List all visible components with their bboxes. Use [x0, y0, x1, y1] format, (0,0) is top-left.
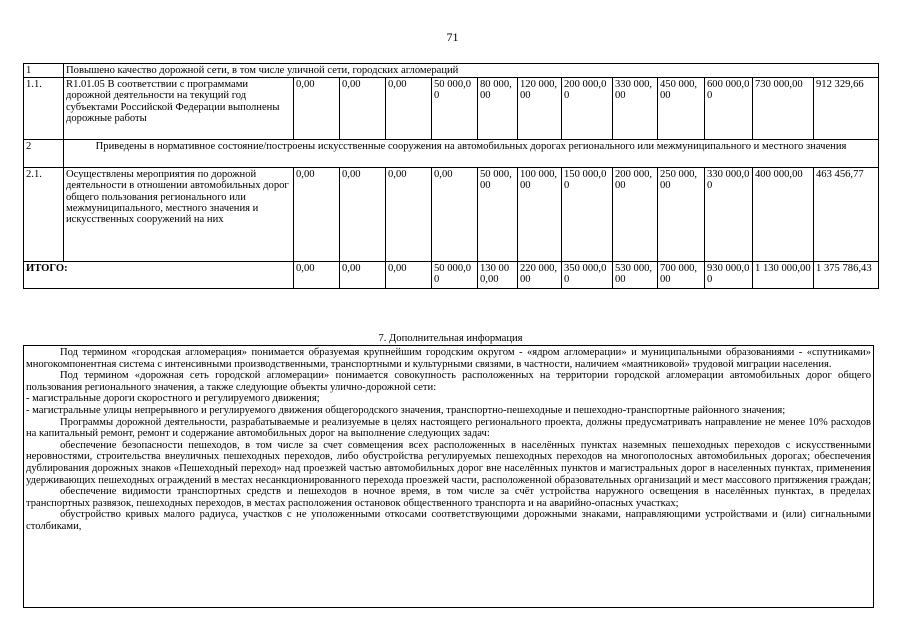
value-cell: 100 000,00 [518, 168, 562, 262]
value-cell: 0,00 [294, 78, 340, 140]
table-row-1 [24, 64, 879, 78]
value-cell: 200 000,00 [613, 168, 658, 262]
value-cell: 200 000,00 [562, 78, 613, 140]
value-cell: 0,00 [432, 168, 478, 262]
row-number: 2 [24, 140, 64, 168]
value-cell: 912 329,66 [814, 78, 879, 140]
value-cell: 0,00 [340, 78, 386, 140]
result-heading: Приведены в нормативное состояние/построены искусственные сооружения на автомобильных дорогах регионального или межмуниципального и местного значения [64, 140, 879, 168]
value-cell: 0,00 [340, 168, 386, 262]
value-cell: 463 456,77 [814, 168, 879, 262]
info-paragraph: обеспечение видимости транспортных средств и пешеходов в ночное время, в том числе за счёт устройства наружного освещения в населённых пунктах, в пределах транспортных развязок, пешеходных переходов, в местах расположения остановок общественного транспорта и на аварийно-опасных участках; [26, 486, 871, 509]
total-label: ИТОГО: [24, 262, 294, 289]
value-cell: 400 000,00 [753, 168, 814, 262]
info-paragraph: - магистральные дороги скоростного и регулируемого движения; [26, 393, 320, 405]
total-value-cell: 700 000,00 [658, 262, 705, 289]
total-value-cell: 130 000,00 [478, 262, 518, 289]
section-title: 7. Дополнительная информация [378, 333, 523, 344]
value-cell: 50 000,00 [478, 168, 518, 262]
info-paragraph: Под термином «городская агломерация» понимается образуемая крупнейшим городским округом - «ядром агломерации» и муниципальными образованиями - «спутниками» многокомпонентная система с интенсивными производственными, транспортными и культурными связями, в частности, наличием «маятниковой» трудовой миграции населения. [26, 347, 871, 370]
total-value-cell: 50 000,00 [432, 262, 478, 289]
total-value-cell: 930 000,00 [705, 262, 753, 289]
value-cell: 330 000,00 [705, 168, 753, 262]
value-cell: 0,00 [294, 168, 340, 262]
value-cell: 330 000,00 [613, 78, 658, 140]
info-paragraph: - магистральные улицы непрерывного и регулируемого движения общегородского значения, транспортно-пешеходные и пешеходно-транспортные районного значения; [26, 404, 786, 416]
value-cell: 730 000,00 [753, 78, 814, 140]
additional-info-box [23, 345, 874, 608]
value-cell: 0,00 [386, 78, 432, 140]
table-row-2-1 [24, 168, 879, 262]
row-number: 1 [24, 64, 64, 78]
row-description: Осуществлены мероприятия по дорожной деятельности в отношении автомобильных дорог общего пользования регионального или межмуниципального, местного значения и искусственных сооружений на них [64, 168, 294, 262]
table-row-2 [24, 140, 879, 168]
table-row-total [24, 262, 879, 289]
total-value-cell: 1 130 000,00 [753, 262, 814, 289]
info-paragraph: обустройство кривых малого радиуса, участков с не уположенными откосами соответствующими дорожными знаками, направляющими устройствами и (или) сигнальными столбиками, [26, 509, 871, 532]
total-value-cell: 0,00 [294, 262, 340, 289]
value-cell: 250 000,00 [658, 168, 705, 262]
value-cell: 50 000,00 [432, 78, 478, 140]
value-cell: 80 000,00 [478, 78, 518, 140]
total-value-cell: 0,00 [340, 262, 386, 289]
total-value-cell: 220 000,00 [518, 262, 562, 289]
info-paragraph: Под термином «дорожная сеть городской агломерации» понимается совокупность расположенных на территории городской агломерации автомобильных дорог общего пользования регионального значения, а также следующие объекты улично-дорожной сети: [26, 370, 871, 393]
total-value-cell: 1 375 786,43 [814, 262, 879, 289]
value-cell: 120 000,00 [518, 78, 562, 140]
total-value-cell: 350 000,00 [562, 262, 613, 289]
row-description: R1.01.05 В соответствии с программами дорожной деятельности на текущий год субъектами Российской Федерации выполнены дорожные работы [64, 78, 294, 140]
info-paragraph: Программы дорожной деятельности, разрабатываемые и реализуемые в целях настоящего регионального проекта, должны предусматривать направление не менее 10% расходов на капитальный ремонт, ремонт и содержание автомобильных дорог на выполнение следующих задач: [26, 416, 871, 440]
value-cell: 600 000,00 [705, 78, 753, 140]
info-paragraph: обеспечение безопасности пешеходов, в том числе за счет совмещения всех расположенных в населённых пунктах наземных пешеходных переходов с искусственными неровностями, строительства внеуличных пешеходных переходов, либо обустройства регулируемых пешеходных переходов на многополосных автомобильных дорогах; обеспечения дублирования дорожных знаков «Пешеходный переход» над проезжей частью автомобильных дорог вне населённых пунктов и магистральных дорог в населенных пунктах, применения удерживающих пешеходных ограждений в местах несанкционированного перехода проезжей части, расположенной образовательных организаций и мест массового притяжения граждан; [26, 439, 872, 486]
total-value-cell: 530 000,00 [613, 262, 658, 289]
row-number: 1.1. [24, 78, 64, 140]
table-row-1-1 [24, 78, 879, 140]
total-value-cell: 0,00 [386, 262, 432, 289]
row-number: 2.1. [24, 168, 64, 262]
value-cell: 450 000,00 [658, 78, 705, 140]
results-table [23, 63, 879, 289]
result-heading: Повышено качество дорожной сети, в том числе уличной сети, городских агломераций [64, 64, 879, 78]
page-number: 71 [446, 30, 459, 44]
value-cell: 0,00 [386, 168, 432, 262]
value-cell: 150 000,00 [562, 168, 613, 262]
